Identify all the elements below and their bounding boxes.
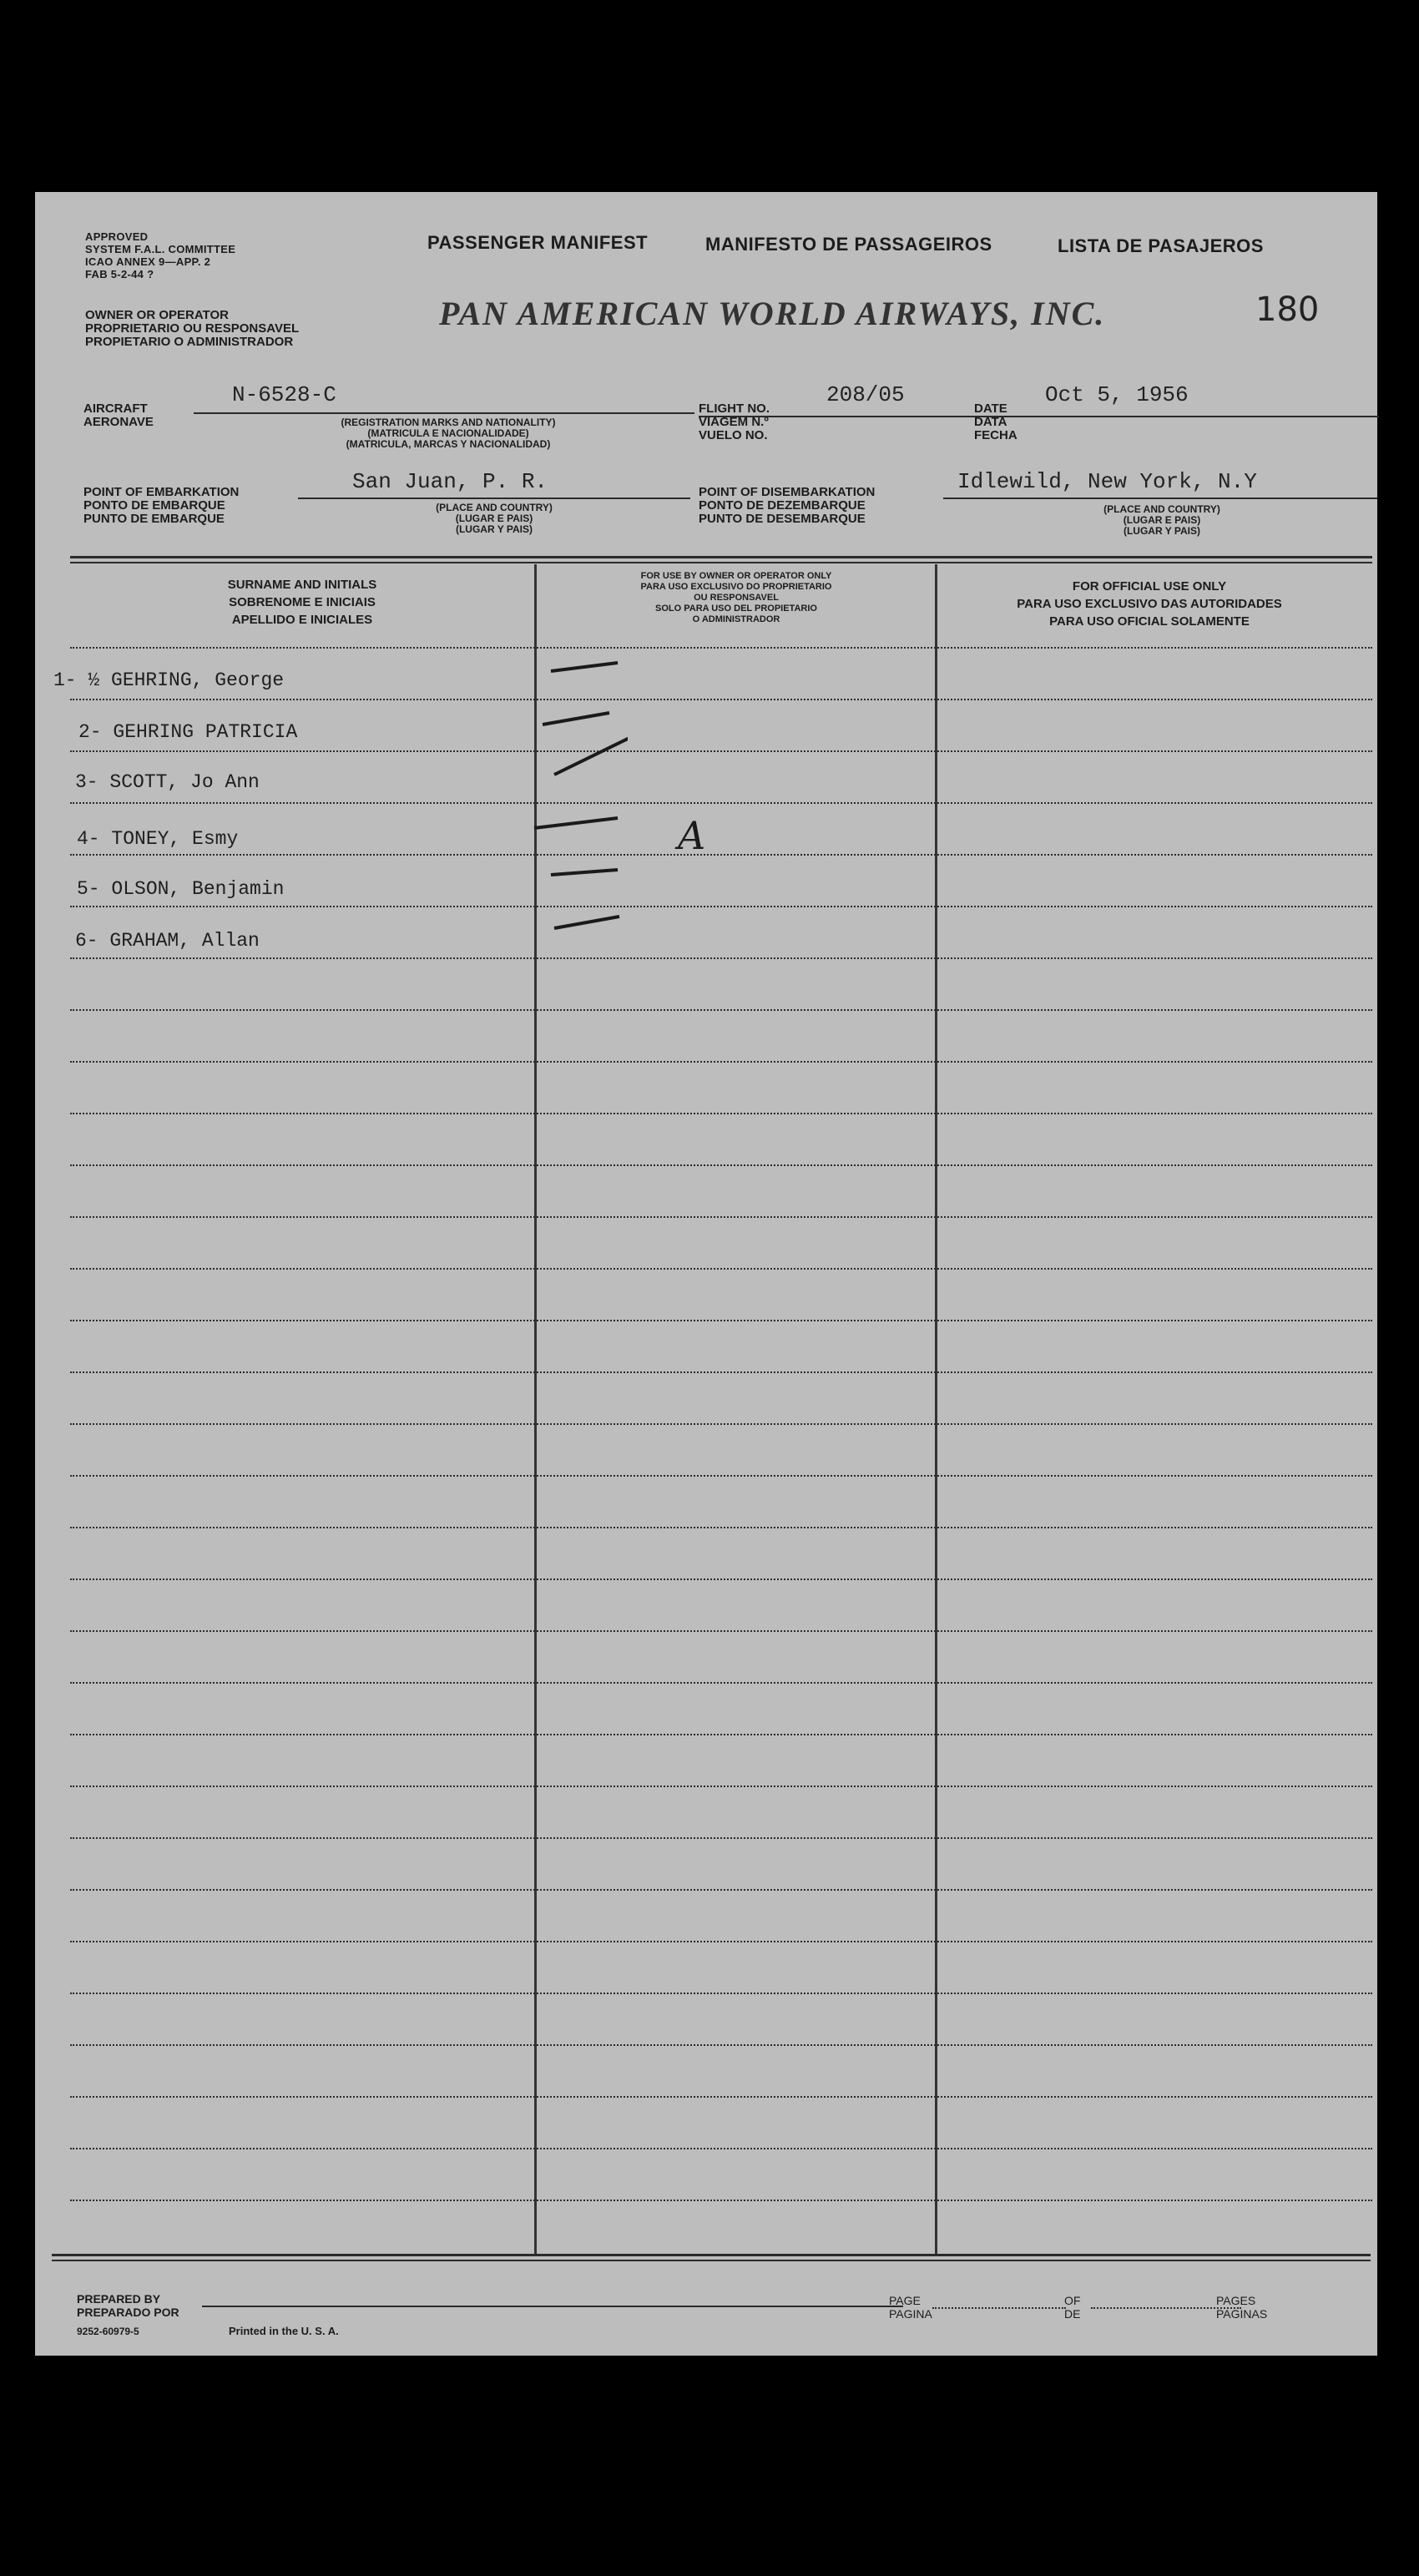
embarkation-label-en: POINT OF EMBARKATION <box>83 485 240 499</box>
aircraft-label-pt: AERONAVE <box>83 415 154 429</box>
table-row-rule <box>70 1475 1372 1477</box>
table-row-rule <box>70 1268 1372 1270</box>
owner-label-en: OWNER OR OPERATOR <box>85 308 229 322</box>
embarkation-label-pt: PONTO DE EMBARQUE <box>83 498 225 513</box>
date-value: Oct 5, 1956 <box>1045 382 1189 407</box>
table-row-rule <box>70 1941 1372 1942</box>
owner-label-pt: PROPRIETARIO OU RESPONSAVEL <box>85 321 300 336</box>
embarkation-notes <box>394 503 594 535</box>
column-header-official <box>941 578 1358 630</box>
table-row-rule <box>70 1320 1372 1321</box>
disembarkation-label-pt: PONTO DE DEZEMBARQUE <box>699 498 866 513</box>
table-row-rule <box>70 2044 1372 2046</box>
aircraft-notes <box>269 417 628 450</box>
title-en: PASSENGER MANIFEST <box>427 232 649 253</box>
table-row-rule <box>70 906 1372 907</box>
prepared-by-en: PREPARED BY <box>77 2292 161 2306</box>
flight-value: 208/05 <box>826 382 905 407</box>
aircraft-note: (MATRICULA, MARCAS Y NACIONALIDAD) <box>346 438 551 450</box>
column-header-line: PARA USO OFICIAL SOLAMENTE <box>1049 614 1250 629</box>
check-marks <box>502 659 628 993</box>
embarkation-label-es: PUNTO DE EMBARQUE <box>83 512 225 526</box>
embarkation-note: (LUGAR Y PAIS) <box>455 523 533 535</box>
table-row-rule <box>70 802 1372 804</box>
owner-label-es: PROPIETARIO O ADMINISTRADOR <box>85 335 294 349</box>
approval-block <box>85 230 235 280</box>
passenger-row <box>75 771 260 793</box>
column-header-line: FOR OFFICIAL USE ONLY <box>1072 579 1227 593</box>
approval-line: SYSTEM F.A.L. COMMITTEE <box>85 243 236 255</box>
table-row-rule <box>70 854 1372 856</box>
aircraft-underline <box>194 412 694 414</box>
column-header-operator <box>540 571 932 625</box>
column-header-line: SURNAME AND INITIALS <box>227 578 377 592</box>
passenger-name: ½ GEHRING, George <box>88 669 285 691</box>
flight-label-en: FLIGHT NO. <box>699 402 770 416</box>
table-row-rule <box>70 750 1372 752</box>
of-label-pt: DE <box>1064 2307 1081 2321</box>
prepared-by-underline <box>202 2306 903 2307</box>
prepared-by-label <box>77 2292 179 2319</box>
table-row-rule <box>70 2096 1372 2098</box>
passenger-number: 6- <box>75 930 98 952</box>
title-pt: MANIFESTO DE PASSAGEIROS <box>705 234 992 255</box>
flight-label-es: VUELO NO. <box>699 428 768 442</box>
disembarkation-underline <box>943 498 1377 499</box>
table-row-rule <box>70 1630 1372 1632</box>
aircraft-label-en: AIRCRAFT <box>83 402 148 416</box>
table-row-rule <box>70 1993 1372 1994</box>
passenger-number: 4- <box>77 828 100 850</box>
table-row-rule <box>70 1682 1372 1684</box>
table-row-rule <box>70 1527 1372 1528</box>
table-row-rule <box>70 2148 1372 2149</box>
disembarkation-value: Idlewild, New York, N.Y <box>957 469 1257 494</box>
title-es: LISTA DE PASAJEROS <box>1058 235 1264 256</box>
table-row-rule <box>70 699 1372 700</box>
embarkation-underline <box>298 498 690 499</box>
table-row-rule <box>70 1061 1372 1063</box>
passenger-name: SCOTT, Jo Ann <box>109 771 260 793</box>
operator-mark: A <box>678 813 706 858</box>
date-label <box>974 402 1018 442</box>
sheet-number: 180 <box>1255 290 1320 329</box>
passenger-row <box>77 878 284 900</box>
disembarkation-label <box>699 486 875 526</box>
table-row-rule <box>70 1578 1372 1580</box>
of-label <box>1064 2294 1080 2321</box>
check-mark <box>554 917 619 928</box>
embarkation-note: (LUGAR E PAIS) <box>455 513 533 524</box>
column-header-surname <box>77 576 528 629</box>
disembarkation-note: (PLACE AND COUNTRY) <box>1103 503 1220 515</box>
embarkation-value: San Juan, P. R. <box>352 469 548 494</box>
printed-in: Printed in the U. S. A. <box>229 2325 339 2337</box>
passenger-number: 2- <box>78 721 102 743</box>
disembarkation-notes <box>1062 504 1262 537</box>
manifest-sheet <box>35 192 1377 2356</box>
flight-date-underline <box>699 416 1379 417</box>
table-row-rule <box>70 1164 1372 1166</box>
approval-line: ICAO ANNEX 9—APP. 2 <box>85 255 211 268</box>
table-top-rule <box>70 556 1372 558</box>
approval-line: FAB 5-2-44 ? <box>85 268 154 280</box>
column-header-line: SOBRENOME E INICIAIS <box>229 595 376 609</box>
passenger-name: TONEY, Esmy <box>111 828 239 850</box>
passenger-number: 5- <box>77 878 100 900</box>
page-underline <box>932 2307 1066 2309</box>
disembarkation-label-es: PUNTO DE DESEMBARQUE <box>699 512 866 526</box>
approval-line: APPROVED <box>85 230 149 243</box>
table-row-rule <box>70 1216 1372 1218</box>
table-row-rule <box>70 957 1372 959</box>
aircraft-label <box>83 402 154 429</box>
disembarkation-label-en: POINT OF DISEMBARKATION <box>699 485 876 499</box>
check-mark <box>543 713 609 725</box>
embarkation-note: (PLACE AND COUNTRY) <box>436 502 553 513</box>
passenger-number: 1- <box>53 669 77 691</box>
check-mark <box>551 870 618 875</box>
pages-label <box>1216 2294 1267 2321</box>
table-row-rule <box>70 1113 1372 1114</box>
passenger-name: GRAHAM, Allan <box>109 930 260 952</box>
check-mark <box>534 818 618 828</box>
table-row-rule <box>70 1889 1372 1891</box>
passenger-row <box>78 721 297 743</box>
column-header-line: PARA USO EXCLUSIVO DAS AUTORIDADES <box>1017 597 1282 611</box>
column-header-line: OU RESPONSAVEL <box>694 593 779 603</box>
form-number: 9252-60979-5 <box>77 2326 139 2337</box>
table-bottom-rule <box>52 2254 1371 2256</box>
passenger-name: OLSON, Benjamin <box>111 878 285 900</box>
column-divider <box>935 564 937 2254</box>
column-header-line: APELLIDO E INICIALES <box>231 613 373 627</box>
passenger-row <box>75 930 260 952</box>
column-header-line: PARA USO EXCLUSIVO DO PROPRIETARIO <box>640 582 832 592</box>
check-mark <box>551 663 618 671</box>
table-row-rule <box>70 647 1372 649</box>
table-row-rule <box>70 1837 1372 1839</box>
flight-label-pt: VIAGEM N.º <box>699 415 769 429</box>
of-label-en: OF <box>1064 2294 1081 2307</box>
date-label-pt: DATA <box>974 415 1007 429</box>
column-header-line: O ADMINISTRADOR <box>692 614 780 624</box>
passenger-row <box>53 669 284 691</box>
prepared-by-pt: PREPARADO POR <box>77 2306 179 2319</box>
flight-label <box>699 402 770 442</box>
table-row-rule <box>70 1009 1372 1011</box>
table-row-rule <box>70 1734 1372 1735</box>
column-header-line: FOR USE BY OWNER OR OPERATOR ONLY <box>640 571 832 581</box>
aircraft-value: N-6528-C <box>232 382 336 407</box>
aircraft-note: (MATRICULA E NACIONALIDADE) <box>367 427 529 439</box>
passenger-name: GEHRING PATRICIA <box>113 721 298 743</box>
owner-label <box>85 309 299 349</box>
table-bottom-rule <box>52 2260 1371 2261</box>
column-header-line: SOLO PARA USO DEL PROPIETARIO <box>655 604 817 614</box>
page-label <box>889 2294 932 2321</box>
pages-label-pt: PAGINAS <box>1216 2307 1268 2321</box>
date-label-es: FECHA <box>974 428 1018 442</box>
table-row-rule <box>70 1786 1372 1787</box>
disembarkation-note: (LUGAR Y PAIS) <box>1123 525 1200 537</box>
aircraft-note: (REGISTRATION MARKS AND NATIONALITY) <box>341 417 556 428</box>
page-label-en: PAGE <box>889 2294 921 2307</box>
table-row-rule <box>70 1371 1372 1373</box>
owner-company-name: PAN AMERICAN WORLD AIRWAYS, INC. <box>439 295 1106 332</box>
passenger-number: 3- <box>75 771 98 793</box>
disembarkation-note: (LUGAR E PAIS) <box>1123 514 1201 526</box>
passenger-row <box>77 828 238 850</box>
pages-label-en: PAGES <box>1216 2294 1256 2307</box>
page-label-pt: PAGINA <box>889 2307 932 2321</box>
table-row-rule <box>70 2200 1372 2201</box>
table-row-rule <box>70 1423 1372 1425</box>
check-mark <box>554 738 628 775</box>
embarkation-label <box>83 486 239 526</box>
date-label-en: DATE <box>974 402 1007 416</box>
table-top-rule <box>70 562 1372 563</box>
